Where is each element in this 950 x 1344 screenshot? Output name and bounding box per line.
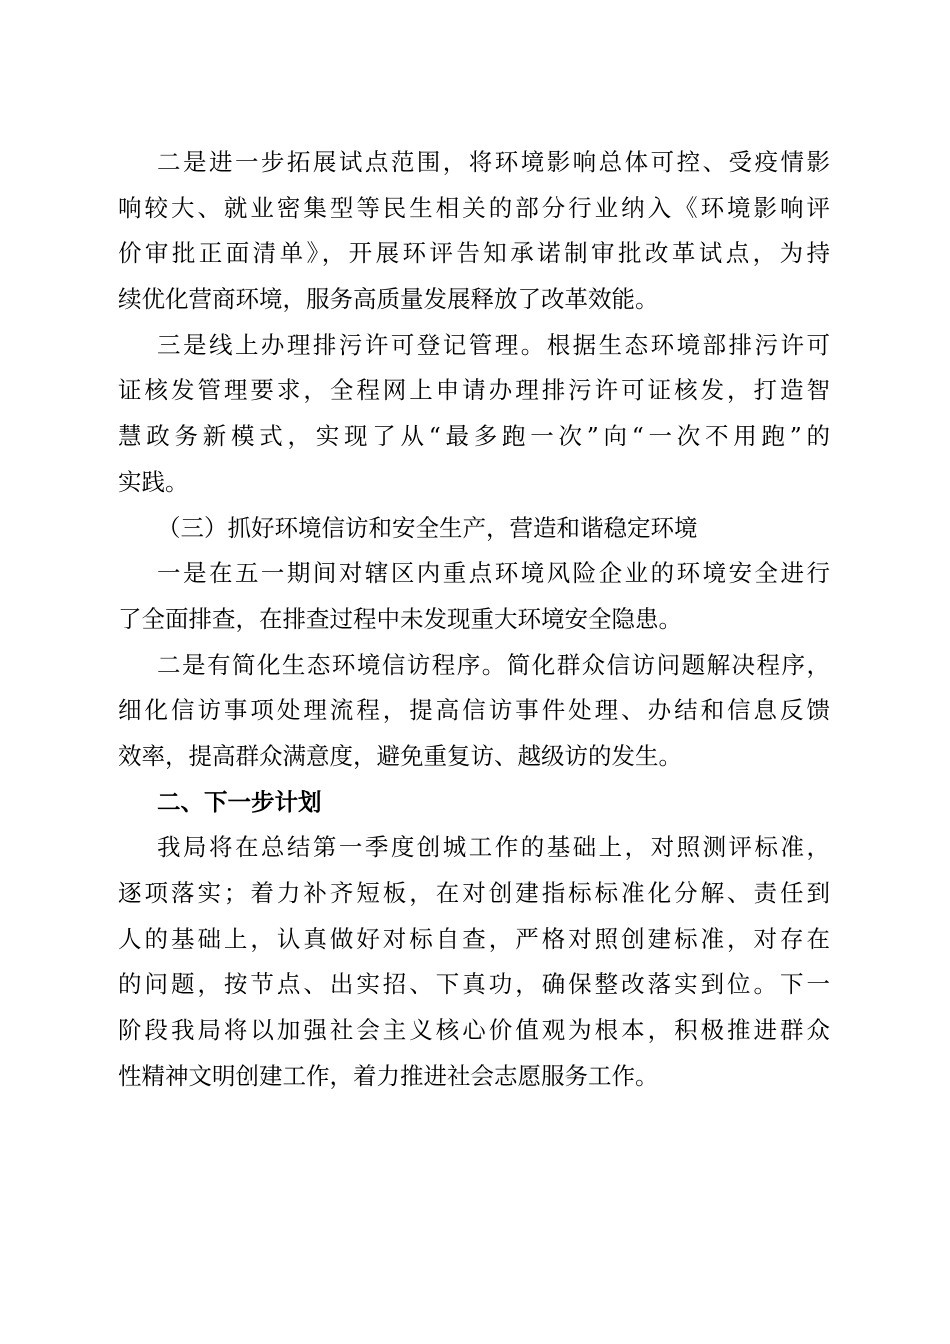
paragraph-line: 效率，提高群众满意度，避免重复访、越级访的发生。 [118, 741, 682, 770]
document-body [118, 140, 830, 1099]
paragraph-line: 的问题，按节点、出实招、下真功，确保整改落实到位。下一 [118, 970, 830, 999]
section-heading: 二、下一步计划 [157, 787, 322, 816]
paragraph-line: 我局将在总结第一季度创城工作的基础上，对照测评标准， [157, 833, 830, 862]
paragraph-line: 三是线上办理排污许可登记管理。根据生态环境部排污许可 [157, 330, 830, 359]
paragraph-line: 续优化营商环境，服务高质量发展释放了改革效能。 [118, 285, 659, 314]
paragraph-line: 阶段我局将以加强社会主义核心价值观为根本，积极推进群众 [118, 1016, 830, 1045]
paragraph-line: 了全面排查，在排查过程中未发现重大环境安全隐患。 [118, 604, 682, 633]
paragraph-line: 性精神文明创建工作，着力推进社会志愿服务工作。 [118, 1061, 659, 1090]
paragraph-line: 价审批正面清单》，开展环评告知承诺制审批改革试点，为持 [118, 239, 830, 268]
paragraph-line: 证核发管理要求，全程网上申请办理排污许可证核发，打造智 [118, 376, 830, 405]
paragraph-line: 二是进一步拓展试点范围，将环境影响总体可控、受疫情影 [157, 148, 830, 176]
paragraph-line: 响较大、就业密集型等民生相关的部分行业纳入《环境影响评 [118, 193, 830, 222]
paragraph-line: 实践。 [118, 467, 189, 496]
section-subheading: （三）抓好环境信访和安全生产，营造和谐稳定环境 [157, 513, 698, 542]
paragraph-line: 细化信访事项处理流程，提高信访事件处理、办结和信息反馈 [118, 696, 830, 725]
paragraph-line: 慧政务新模式，实现了从“最多跑一次”向“一次不用跑”的 [118, 422, 830, 451]
paragraph-line: 一是在五一期间对辖区内重点环境风险企业的环境安全进行 [157, 559, 830, 588]
paragraph-line: 逐项落实；着力补齐短板，在对创建指标标准化分解、责任到 [118, 879, 830, 907]
paragraph-line: 人的基础上，认真做好对标自查，严格对照创建标准，对存在 [118, 924, 830, 953]
paragraph-line: 二是有简化生态环境信访程序。简化群众信访问题解决程序， [157, 650, 830, 679]
